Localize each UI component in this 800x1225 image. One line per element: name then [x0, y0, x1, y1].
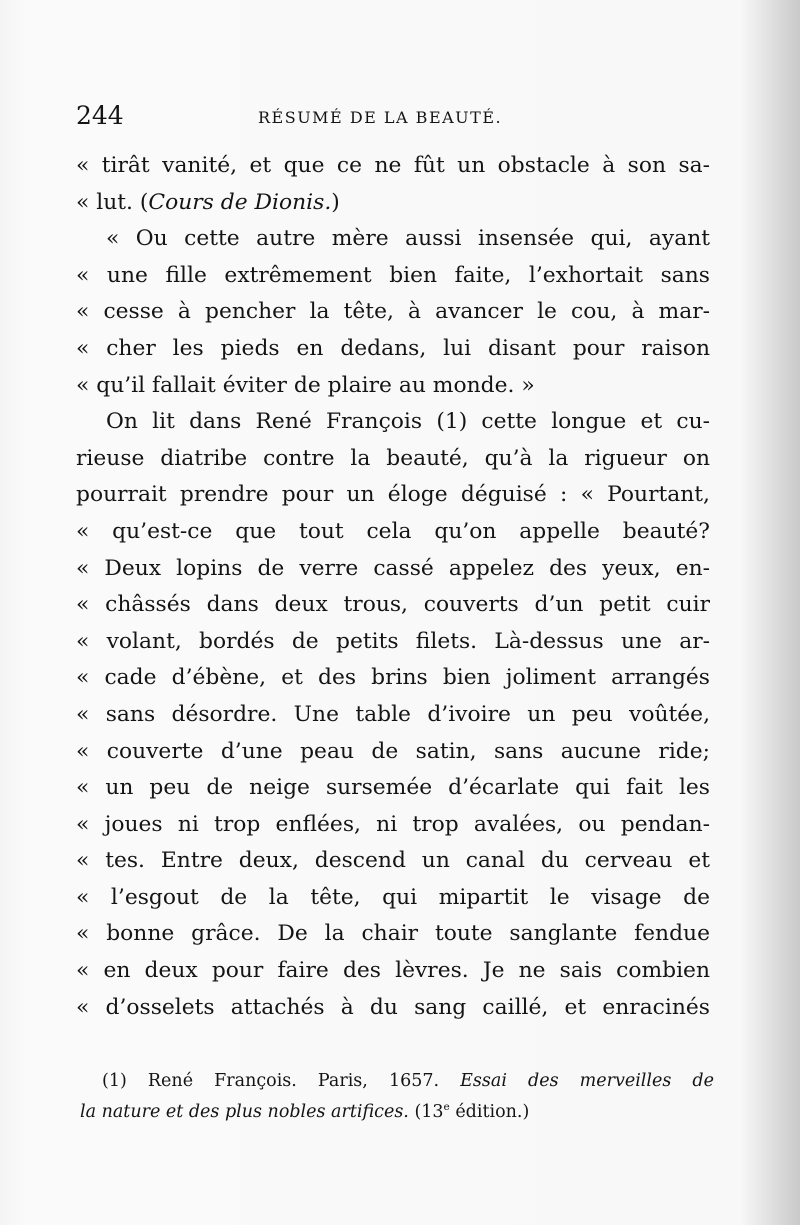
footnote	[80, 1066, 714, 1128]
text-line: « châssés dans deux trous, couverts d’un petit cuir	[76, 592, 710, 618]
text-fragment: )	[331, 189, 340, 215]
text-line: « cher les pieds en dedans, lui disant pour raison	[76, 335, 710, 361]
footnote-title: Essai des merveilles de	[460, 1071, 714, 1091]
footnote-text: édition.)	[449, 1102, 530, 1122]
text-line: « un peu de neige sursemée d’écarlate qui fait les	[76, 775, 710, 801]
running-title: RÉSUMÉ DE LA BEAUTÉ.	[258, 108, 503, 127]
text-line	[76, 185, 710, 222]
footnote-line	[80, 1066, 714, 1097]
text-line: « en deux pour faire des lèvres. Je ne sais combien	[76, 958, 710, 984]
text-line: « cesse à pencher la tête, à avancer le cou, à mar-	[76, 299, 710, 325]
page-header	[76, 96, 716, 136]
text-line: « Ou cette autre mère aussi insensée qui, ayant	[106, 226, 710, 252]
text-line: « cade d’ébène, et des brins bien joliment arrangés	[76, 665, 710, 691]
text-line: « d’osselets attachés à du sang caillé, et enracinés	[76, 994, 710, 1020]
text-fragment: « lut. (	[76, 189, 149, 215]
footnote-title: la nature et des plus nobles artifices.	[80, 1102, 409, 1122]
footnote-text: (1) René François. Paris, 1657.	[102, 1071, 461, 1091]
body-text	[76, 148, 710, 1026]
text-line: « tes. Entre deux, descend un canal du cerveau et	[76, 848, 710, 874]
text-line: « joues ni trop enflées, ni trop avalées, ou pendan-	[76, 811, 710, 837]
text-line: « bonne grâce. De la chair toute sanglante fendue	[76, 921, 710, 947]
text-line: « sans désordre. Une table d’ivoire un peu voûtée,	[76, 701, 710, 727]
text-line: « volant, bordés de petits filets. Là-dessus une ar-	[76, 628, 710, 654]
text-line: « tirât vanité, et que ce ne fût un obstacle à son sa-	[76, 153, 710, 178]
text-line: « qu’est-ce que tout cela qu’on appelle beauté?	[76, 518, 710, 544]
text-line: On lit dans René François (1) cette longue et cu-	[106, 409, 710, 435]
text-line: rieuse diatribe contre la beauté, qu’à la rigueur on	[76, 445, 710, 471]
text-line: « qu’il fallait éviter de plaire au monde. »	[76, 372, 535, 398]
italic-citation: Cours de Dionis.	[148, 189, 332, 215]
footnote-line	[80, 1097, 714, 1128]
text-line: « couverte d’une peau de satin, sans aucune ride;	[76, 738, 710, 764]
footnote-text: (13	[408, 1102, 444, 1122]
text-line: « une fille extrêmement bien faite, l’exhortait sans	[76, 262, 710, 288]
text-line: « Deux lopins de verre cassé appelez des yeux, en-	[76, 555, 710, 581]
text-line: pourrait prendre pour un éloge déguisé : « Pourtant,	[76, 482, 710, 508]
text-line: « l’esgout de la tête, qui mipartit le visage de	[76, 884, 710, 910]
page-number: 244	[76, 101, 124, 130]
footnote-superscript: e	[443, 1101, 450, 1114]
